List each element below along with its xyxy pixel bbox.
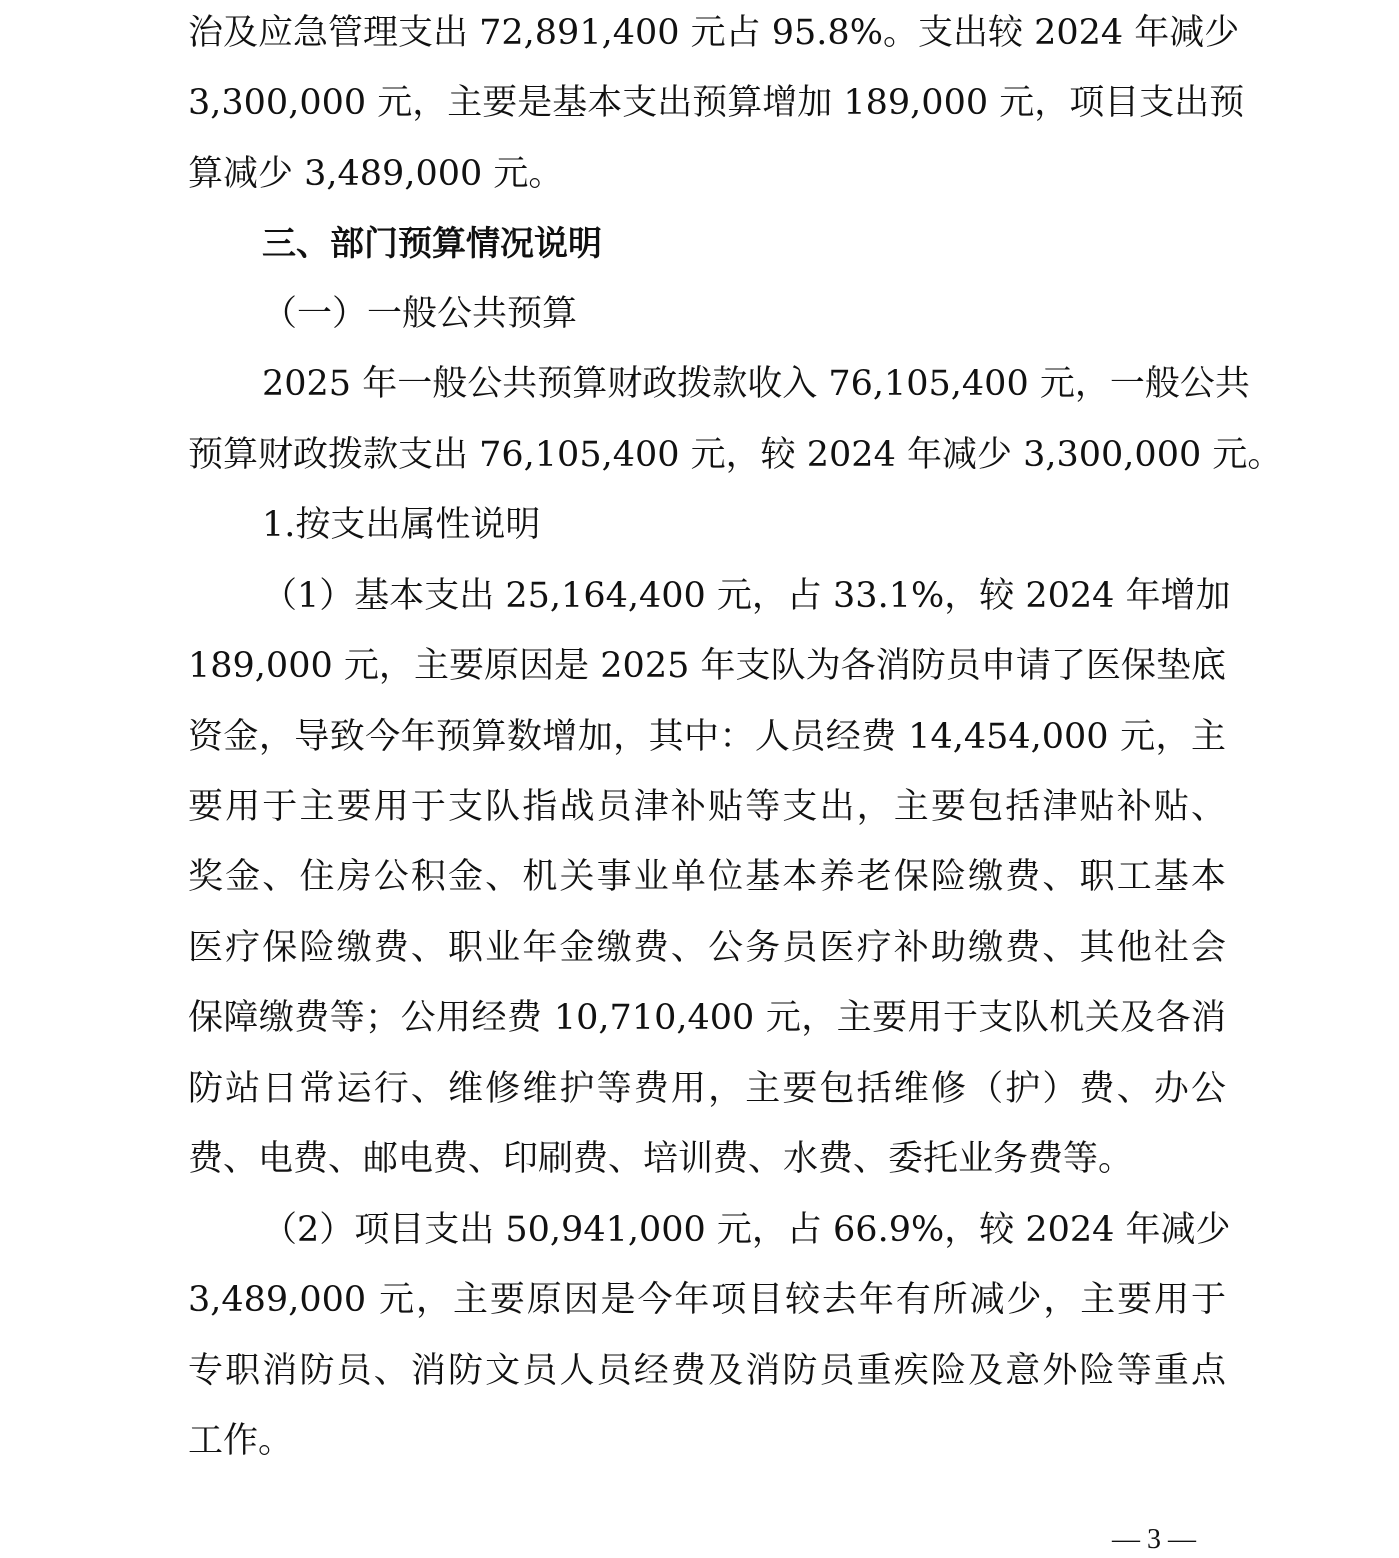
text-line: 3,300,000 元，主要是基本支出预算增加 189,000 元，项目支出预 (188, 83, 1245, 123)
page-number: — 3 — (1112, 1524, 1196, 1555)
text-line: 算减少 3,489,000 元。 (188, 154, 564, 194)
text-line: 189,000 元，主要原因是 2025 年支队为各消防员申请了医保垫底 (188, 646, 1226, 686)
text-line: 2025 年一般公共预算财政拨款收入 76,105,400 元，一般公共 (262, 364, 1250, 404)
text-line: 预算财政拨款支出 76,105,400 元，较 2024 年减少 3,300,000 元。 (188, 435, 1283, 475)
section-heading: 三、部门预算情况说明 (262, 224, 602, 264)
text-line: 医疗保险缴费、职业年金缴费、公务员医疗补助缴费、其他社会 (188, 928, 1226, 968)
text-line: 3,489,000 元，主要原因是今年项目较去年有所减少，主要用于 (188, 1280, 1226, 1320)
text-line: 专职消防员、消防文员人员经费及消防员重疾险及意外险等重点 (188, 1351, 1226, 1391)
text-line: 要用于主要用于支队指战员津补贴等支出，主要包括津贴补贴、 (188, 787, 1226, 827)
text-line: 费、电费、邮电费、印刷费、培训费、水费、委托业务费等。 (188, 1139, 1134, 1179)
text-line: 资金，导致今年预算数增加，其中：人员经费 14,454,000 元，主 (188, 717, 1226, 757)
subheading-by-expense-type: 1.按支出属性说明 (262, 505, 541, 545)
text-line: （1）基本支出 25,164,400 元，占 33.1%，较 2024 年增加 (262, 576, 1231, 616)
text-line: 防站日常运行、维修维护等费用，主要包括维修（护）费、办公 (188, 1069, 1226, 1109)
text-line: 奖金、住房公积金、机关事业单位基本养老保险缴费、职工基本 (188, 857, 1226, 897)
text-line: 治及应急管理支出 72,891,400 元占 95.8%。支出较 2024 年减少 (188, 13, 1240, 53)
text-line: 保障缴费等；公用经费 10,710,400 元，主要用于支队机关及各消 (188, 998, 1226, 1038)
text-line: （2）项目支出 50,941,000 元，占 66.9%，较 2024 年减少 (262, 1210, 1231, 1250)
text-line: 工作。 (188, 1421, 294, 1461)
subsection-heading: （一）一般公共预算 (262, 294, 578, 334)
